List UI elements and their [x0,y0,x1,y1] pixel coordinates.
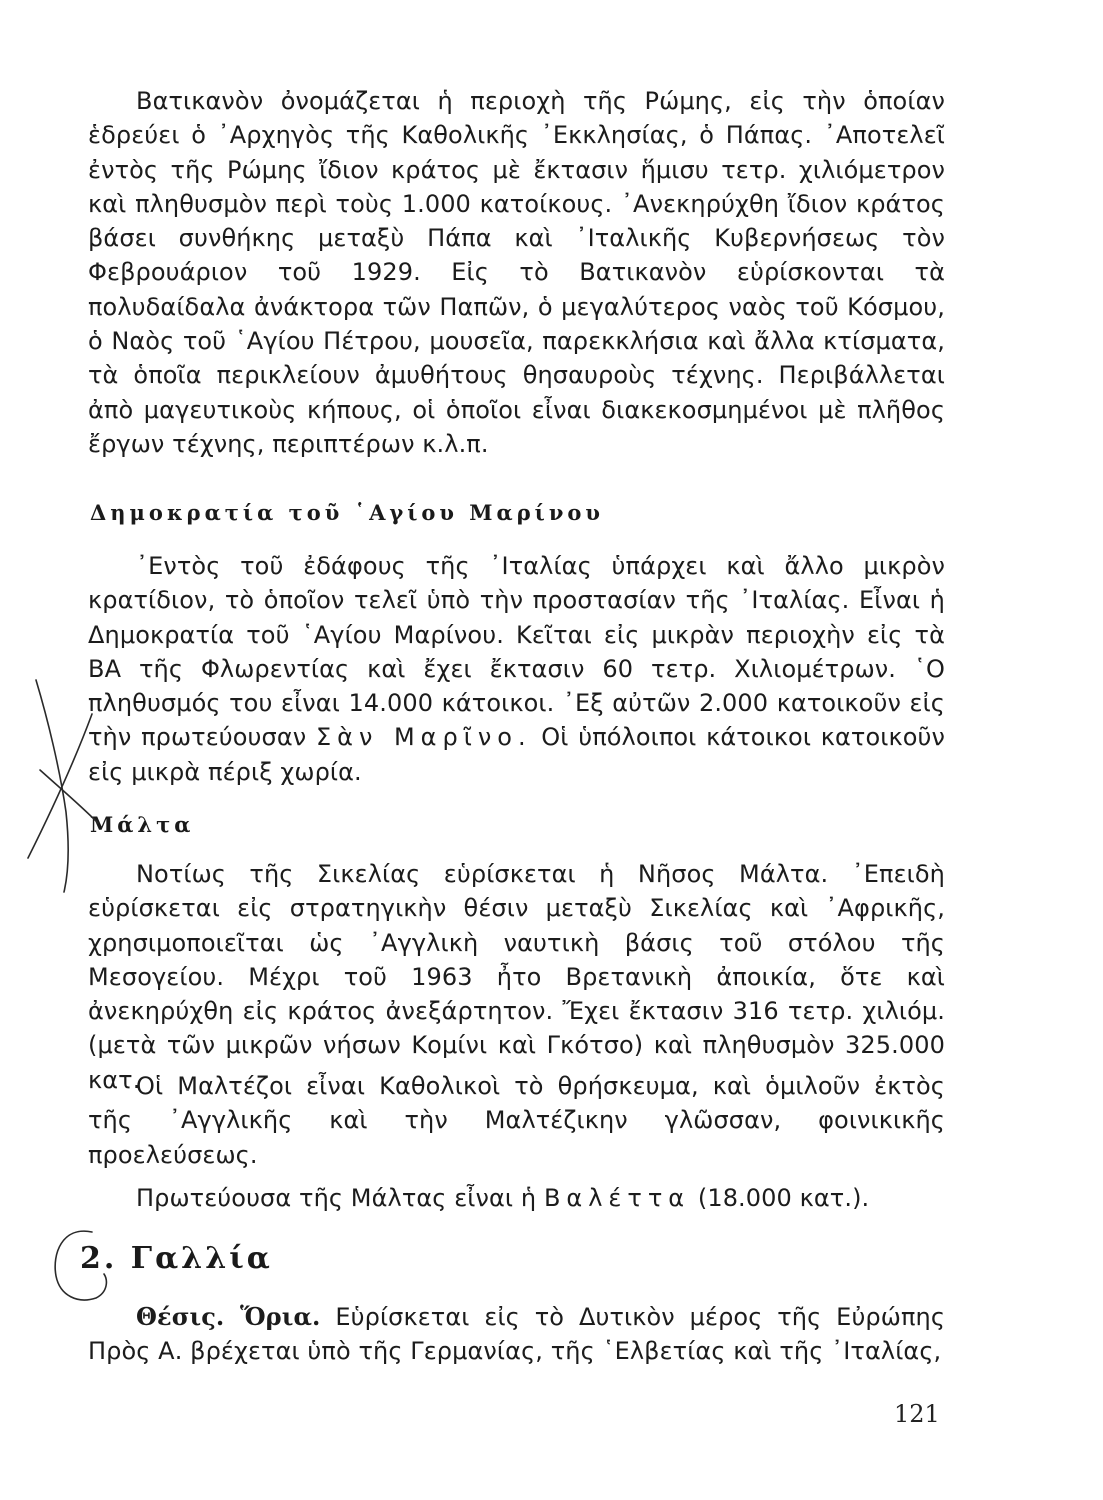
malta-heading: Μάλτα [90,812,195,837]
france-heading: Γαλλία [130,1241,273,1276]
page-number: 121 [894,1400,940,1428]
france-subheading: Θέσις. Ὅρια. [136,1302,321,1331]
margin-pencil-cross-x2 [28,714,92,858]
malta-paragraph-1: Νοτίως τῆς Σικελίας εὑρίσκεται ἡ Νῆσος Μάλτα. ᾿Επειδὴ εὑρίσκεται εἰς στρατηγικὴν θέσιν μεταξὺ Σικελίας καὶ ᾿Αφρικῆς, χρησιμοποιεῖται ὡς ᾿Αγγλικὴ ναυτικὴ βάσις τοῦ στόλου τῆς Μεσογείου. Μέχρι τοῦ 1963 ἦτο Βρετανικὴ ἀποικία, ὅτε καὶ ἀνεκηρύχθη εἰς κράτος ἀνεξάρτητον. Ἔχει ἔκτασιν 316 τετρ. χιλιόμ. (μετὰ τῶν μικρῶν νήσων Κομίνι καὶ Γκότσο) καὶ πληθυσμὸν 325.000 κατ. [88,860,945,1094]
san-marino-capital: Σὰν Μαρῖνο. [315,723,532,752]
san-marino-text-before: ᾿Εντὸς τοῦ ἐδάφους τῆς ᾿Ιταλίας ὑπάρχει καὶ ἄλλο μικρὸν κρατίδιον, τὸ ὁποῖον τελεῖ ὑπὸ τὴν προστασίαν τῆς ᾿Ιταλίας. Εἶναι ἡ Δημοκρατία τοῦ ῾Αγίου Μαρίνου. Κεῖται εἰς μικρὰν περιοχὴν εἰς τὰ ΒΑ τῆς Φλωρεντίας καὶ ἔχει ἔκτασιν 60 τετρ. Χιλιομέτρων. ῾Ο πληθυσμός του εἶναι 14.000 κάτοικοι. ᾿Εξ αὐτῶν 2.000 κατοικοῦν εἰς τὴν πρωτεύουσαν [88,552,945,752]
malta-paragraph-2: Οἱ Μαλτέζοι εἶναι Καθολικοὶ τὸ θρήσκευμα, καὶ ὁμιλοῦν ἐκτὸς τῆς ᾿Αγγλικῆς καὶ τὴν Μαλτέζικην γλῶσσαν, φοινικικῆς προελεύσεως. [88,1072,945,1169]
margin-pencil-stroke-left [36,680,68,892]
vatican-paragraph: Βατικανὸν ὀνομάζεται ἡ περιοχὴ τῆς Ρώμης, εἰς τὴν ὁποίαν ἑδρεύει ὁ ᾿Αρχηγὸς τῆς Καθολικῆς ᾿Εκκλησίας, ὁ Πάπας. ᾿Αποτελεῖ ἐντὸς τῆς Ρώμης ἴδιον κράτος μὲ ἔκτασιν ἥμισυ τετρ. χιλιόμετρον καὶ πληθυσμὸν περὶ τοὺς 1.000 κατοίκους. ᾿Ανεκηρύχθη ἴδιον κράτος βάσει συνθήκης μεταξὺ Πάπα καὶ ᾿Ιταλικῆς Κυβερνήσεως τὸν Φεβρουάριον τοῦ 1929. Εἰς τὸ Βατικανὸν εὑρίσκονται τὰ πολυδαίδαλα ἀνάκτορα τῶν Παπῶν, ὁ μεγαλύτερος ναὸς τοῦ Κόσμου, ὁ Ναὸς τοῦ ῾Αγίου Πέτρου, μουσεῖα, παρεκκλήσια καὶ ἄλλα κτίσματα, τὰ ὁποῖα περικλείουν ἀμυθήτους θησαυροὺς τέχνης. Περιβάλλεται ἀπὸ μαγευτικοὺς κήπους, οἱ ὁποῖοι εἶναι διακεκοσμημένοι μὲ πλῆθος ἔργων τέχνης, περιπτέρων κ.λ.π. [88,87,945,458]
malta-capital: Βαλέττα [543,1184,691,1212]
san-marino-text-after: Οἱ ὑπόλοιποι κάτοικοι κατοικοῦν εἰς μικρὰ πέριξ χωρία. [88,723,946,786]
malta-capital-prefix: Πρωτεύουσα τῆς Μάλτας εἶναι ἡ [136,1184,537,1212]
malta-capital-suffix: (18.000 κατ.). [697,1184,870,1212]
circled-number-loop [55,1231,106,1300]
france-text: Εὑρίσκεται εἰς τὸ Δυτικὸν μέρος τῆς Εὐρώπης Πρὸς Α. βρέχεται ὑπὸ τῆς Γερμανίας, τῆς ῾Ελβετίας καὶ τῆς ᾿Ιταλίας, [88,1303,946,1366]
san-marino-heading: Δημοκρατία τοῦ ῾Αγίου Μαρίνου [90,500,604,525]
france-number: 2. [80,1241,118,1276]
